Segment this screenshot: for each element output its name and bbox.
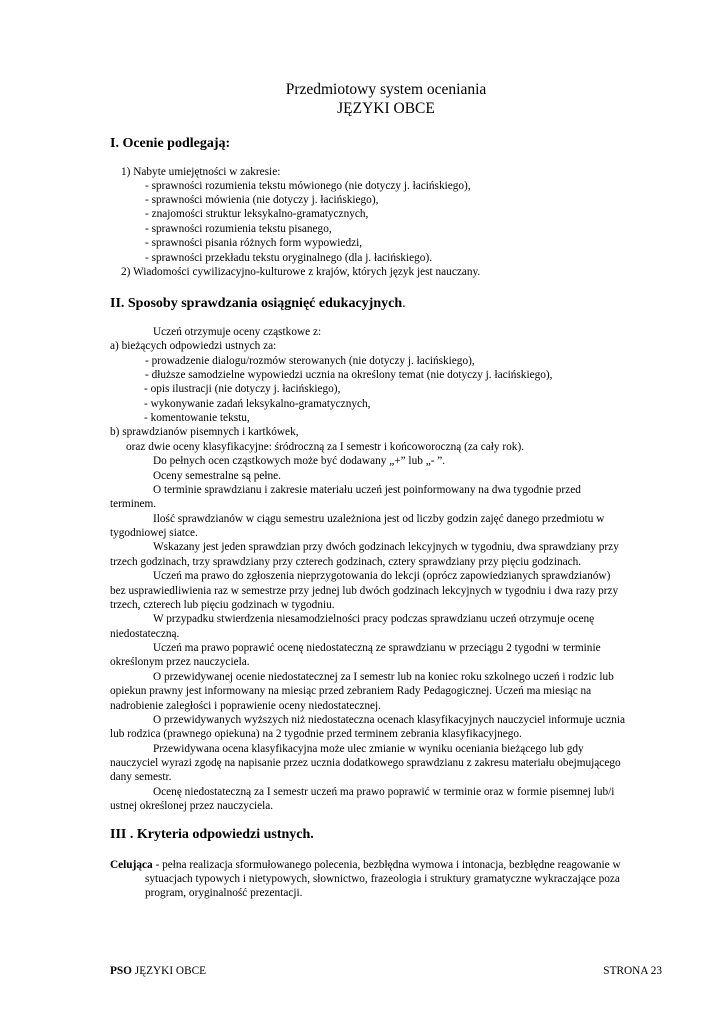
section-heading-text: II. Sposoby sprawdzania osiągnięć edukacyjnych [110,296,403,311]
footer-title: JĘZYKI OBCE [131,965,207,977]
paragraph-line: lub rodzica (prawnego opiekuna) na 2 tygodnie przed terminem zebrania klasyfikacyjnego. [110,728,522,740]
list-item: b) sprawdzianów pisemnych i kartkówek, [110,426,299,438]
paragraph-line: oraz dwie oceny klasyfikacyjne: śródroczną za I semestr i końcoworoczną (za cały rok). [126,441,525,453]
paragraph-line: Oceny semestralne są pełne. [153,470,281,482]
criteria-line: sytuacjach typowych i nietypowych, słownictwo, frazeologia i struktury gramatyczne wykraczające poza [145,873,620,885]
list-item: - sprawności rozumienia tekstu mówionego (nie dotyczy j. łacińskiego), [145,180,471,192]
grade-description: - pełna realizacja sformułowanego polecenia, bezbłędna wymowa i intonacja, bezbłędne reagowanie w [152,859,621,871]
paragraph-line: nadrobienie zaległości i poprawienie oceny niedostatecznej. [110,700,382,712]
list-item: - prowadzenie dialogu/rozmów sterowanych (nie dotyczy j. łacińskiego), [145,355,475,367]
list-item: - komentowanie tekstu, [144,412,250,424]
list-item: - wykonywanie zadań leksykalno-gramatycznych, [144,398,371,410]
paragraph-line: Wskazany jest jeden sprawdzian przy dwóch godzinach lekcyjnych w tygodniu, dwa sprawdziany przy [153,541,619,553]
list-item: - opis ilustracji (nie dotyczy j. łacińskiego), [144,383,341,395]
paragraph-line: W przypadku stwierdzenia niesamodzielności pracy podczas sprawdzianu uczeń otrzymuje ocenę [153,613,595,625]
paragraph-line: określonym przez nauczyciela. [110,656,250,668]
list-item: - sprawności rozumienia tekstu pisanego, [145,223,332,235]
list-item: a) bieżących odpowiedzi ustnych za: [110,340,277,352]
section-heading: I. Ocenie podlegają: [110,136,231,151]
paragraph-line: O przewidywanej ocenie niedostatecznej za I semestr lub na koniec roku szkolnego uczeń i rodzic lub [153,671,614,683]
paragraph-line: tygodniowej siatce. [110,527,198,539]
paragraph-line: O terminie sprawdzianu i zakresie materiału uczeń jest poinformowany na dwa tygodnie przed [153,484,581,496]
paragraph-line: ustnej określonej przez nauczyciela. [110,800,274,812]
criteria-line: program, oryginalność prezentacji. [145,887,303,899]
paragraph-line: dany semestr. [110,771,172,783]
list-item: - sprawności przekładu tekstu oryginalnego (dla j. łacińskiego). [145,252,433,264]
list-item: 1) Nabyte umiejętności w zakresie: [121,166,281,178]
paragraph-line: Przewidywana ocena klasyfikacyjna może ulec zmianie w wyniku oceniania bieżącego lub gdy [153,743,584,755]
paragraph-line: Ilość sprawdzianów w ciągu semestru uzależniona jest od liczby godzin zajęć danego przedmiotu w [153,513,605,525]
paragraph-line: niedostateczną. [110,628,180,640]
heading-period: . [402,296,406,311]
criteria-line [110,859,621,872]
list-item: - dłuższe samodzielne wypowiedzi ucznia na określony temat (nie dotyczy j. łacińskiego), [145,369,553,381]
paragraph-line: Uczeń ma prawo poprawić ocenę niedostateczną ze sprawdzianu w przeciągu 2 tygodni w terminie [153,642,601,654]
paragraph-line: trzech, czterech lub pięciu godzinach w tygodniu. [110,599,335,611]
list-item: - znajomości struktur leksykalno-gramatycznych, [145,208,369,220]
paragraph-line: trzech godzinach, trzy sprawdziany przy czterech godzinach, cztery sprawdziany przy pięciu godzinach. [110,556,582,568]
document-subtitle: JĘZYKI OBCE [337,100,435,117]
paragraph-line: Uczeń otrzymuje oceny cząstkowe z: [153,326,322,338]
paragraph-line: opiekun prawny jest informowany na miesiąc przed zebraniem Rady Pedagogicznej. Uczeń ma miesiąc na [110,685,592,697]
list-item: - sprawności mówienia (nie dotyczy j. łacińskiego), [145,194,379,206]
section-heading [110,296,406,312]
section-heading: III . Kryteria odpowiedzi ustnych. [110,827,314,842]
paragraph-line: O przewidywanych wyższych niż niedostateczna ocenach klasyfikacyjnych nauczyciel informuje ucznia [153,714,626,726]
paragraph-line: Ocenę niedostateczną za I semestr uczeń ma prawo poprawić w terminie oraz w formie pisemnej lub/i [153,786,615,798]
document-title: Przedmiotowy system oceniania [285,81,487,98]
list-item: 2) Wiadomości cywilizacyjno-kulturowe z krajów, których język jest nauczany. [121,266,481,278]
grade-label: Celująca [110,859,153,871]
paragraph-line: terminem. [110,498,157,510]
paragraph-line: nauczyciel wyrazi zgodę na napisanie przez ucznia dodatkowego sprawdzianu z zakresu materiału obejmującego [110,757,621,769]
paragraph-line: bez usprawiedliwienia raz w semestrze przy jednej lub dwóch godzinach lekcyjnych w tygodniu i dwa razy przy [110,585,619,597]
paragraph-line: Do pełnych ocen cząstkowych może być dodawany „+” lub „- ”. [153,455,446,467]
footer-abbrev: PSO [110,965,132,977]
page-number: STRONA 23 [603,965,662,977]
paragraph-line: Uczeń ma prawo do zgłoszenia nieprzygotowania do lekcji (oprócz zapowiedzianych sprawdzianów) [153,570,611,582]
list-item: - sprawności pisania różnych form wypowiedzi, [145,237,363,249]
footer-left [110,965,206,977]
